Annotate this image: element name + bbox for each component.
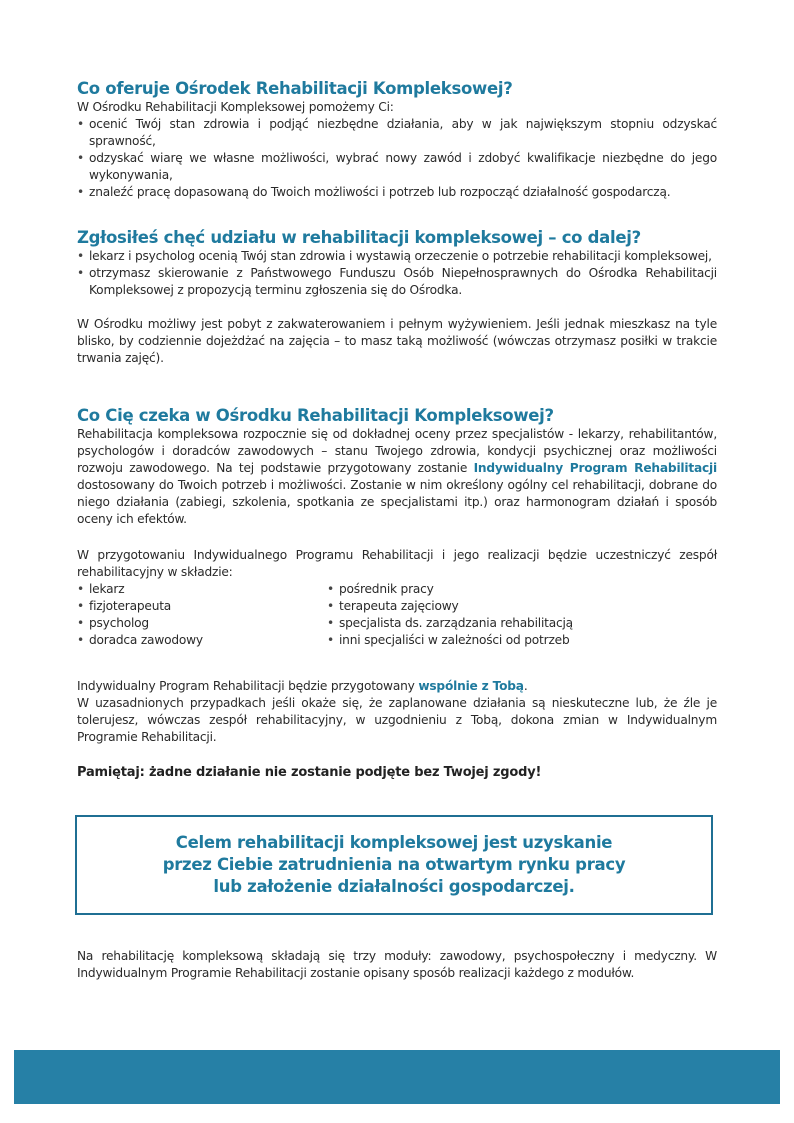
text: Indywidualny Program Rehabilitacji będzie przygotowany xyxy=(77,679,419,693)
next-steps-list xyxy=(77,248,717,299)
list-item: • psycholog xyxy=(77,615,327,632)
list-item: • odzyskać wiarę we własne możliwości, wybrać nowy zawód i zdobyć kwalifikacje niezbędne do jego wykonywania, xyxy=(77,150,717,184)
list-item: • specjalista ds. zarządzania rehabilitacją xyxy=(327,615,657,632)
list-item: • znaleźć pracę dopasowaną do Twoich możliwości i potrzeb lub rozpocząć działalność gospodarczą. xyxy=(77,184,717,201)
goal-text xyxy=(163,832,626,898)
goal-line: Celem rehabilitacji kompleksowej jest uzyskanie xyxy=(175,833,613,852)
text: . xyxy=(523,679,528,693)
team-list-left xyxy=(77,581,327,649)
section-title: Co oferuje Ośrodek Rehabilitacji Kompleksowej? xyxy=(77,79,513,98)
section-title: Zgłosiłeś chęć udziału w rehabilitacji kompleksowej – co dalej? xyxy=(77,228,641,247)
highlight-together: wspólnie z Tobą xyxy=(418,679,524,693)
goal-callout-box xyxy=(75,815,713,915)
text: dostosowany do Twoich potrzeb i możliwości. Zostanie w nim określony ogólny cel rehabilitacji, dobrane do niego działania (zabiegi, szkolenia, spotkania ze specjalistami itp.) oraz harmonogram działań i sposób oceny ich efektów. xyxy=(77,478,717,526)
footer-color-band xyxy=(14,1050,780,1104)
goal-line: przez Ciebie zatrudnienia na otwartym rynku pracy xyxy=(162,855,626,874)
team-list-right xyxy=(327,581,657,649)
remember-note: Pamiętaj: żadne działanie nie zostanie podjęte bez Twojej zgody! xyxy=(77,765,542,780)
section-ipr xyxy=(77,678,717,746)
section-team xyxy=(77,547,717,649)
list-item: • ocenić Twój stan zdrowia i podjąć niezbędne działania, aby w jak największym stopniu odzyskać sprawność, xyxy=(77,116,717,150)
section-intro: W Ośrodku Rehabilitacji Kompleksowej pomożemy Ci: xyxy=(77,100,394,114)
list-item: • lekarz i psycholog ocenią Twój stan zdrowia i wystawią orzeczenie o potrzebie rehabilitacji kompleksowej, xyxy=(77,248,717,265)
ipr-line1 xyxy=(77,678,717,695)
list-item: • lekarz xyxy=(77,581,327,598)
section-title: Co Cię czeka w Ośrodku Rehabilitacji Kompleksowej? xyxy=(77,406,554,425)
section-what-awaits xyxy=(77,406,717,528)
modules-paragraph-section xyxy=(77,948,717,982)
list-item: • fizjoterapeuta xyxy=(77,598,327,615)
list-item: • doradca zawodowy xyxy=(77,632,327,649)
goal-line: lub założenie działalności gospodarczej. xyxy=(213,877,575,896)
list-item: • otrzymasz skierowanie z Państwowego Funduszu Osób Niepełnosprawnych do Ośrodka Rehabilitacji Kompleksowej z propozycją terminu zgłoszenia się do Ośrodka. xyxy=(77,265,717,299)
highlight-ipr: Indywidualny Program Rehabilitacji xyxy=(473,461,718,475)
accommodation-paragraph: W Ośrodku możliwy jest pobyt z zakwaterowaniem i pełnym wyżywieniem. Jeśli jednak mieszkasz na tyle blisko, by codziennie dojeżdżać na zajęcia – to masz taką możliwość (wówczas otrzymasz posiłki w trakcie trwania zajęć). xyxy=(77,317,717,365)
assessment-paragraph xyxy=(77,426,717,528)
text: Rehabilitacja kompleksowa rozpocznie się od dokładnej oceny przez specjalistów - lekarzy, rehabilitantów, psychologów i doradców zawodowych – stanu Twojego zdrowia, kondycji psychicznej oraz możliwości rozwoju zawodowego. Na tej podstawie przygotowany zostanie xyxy=(77,427,717,475)
modules-paragraph: Na rehabilitację kompleksową składają się trzy moduły: zawodowy, psychospołeczny i medyczny. W Indywidualnym Programie Rehabilitacji zostanie opisany sposób realizacji każdego z modułów. xyxy=(77,949,717,980)
list-item: • inni specjaliści w zależności od potrzeb xyxy=(327,632,657,649)
team-intro: W przygotowaniu Indywidualnego Programu Rehabilitacji i jego realizacji będzie uczestniczyć zespół rehabilitacyjny w składzie: xyxy=(77,548,717,579)
list-item: • pośrednik pracy xyxy=(327,581,657,598)
ipr-line2: W uzasadnionych przypadkach jeśli okaże się, że zaplanowane działania są nieskuteczne lub, że źle je tolerujesz, wówczas zespół rehabilitacyjny, w uzgodnieniu z Tobą, dokona zmian w Indywidualnym Programie Rehabilitacji. xyxy=(77,696,717,744)
section-offer xyxy=(77,79,717,201)
team-columns xyxy=(77,581,717,649)
section-next-steps xyxy=(77,228,717,367)
list-item: • terapeuta zajęciowy xyxy=(327,598,657,615)
offer-list xyxy=(77,116,717,201)
